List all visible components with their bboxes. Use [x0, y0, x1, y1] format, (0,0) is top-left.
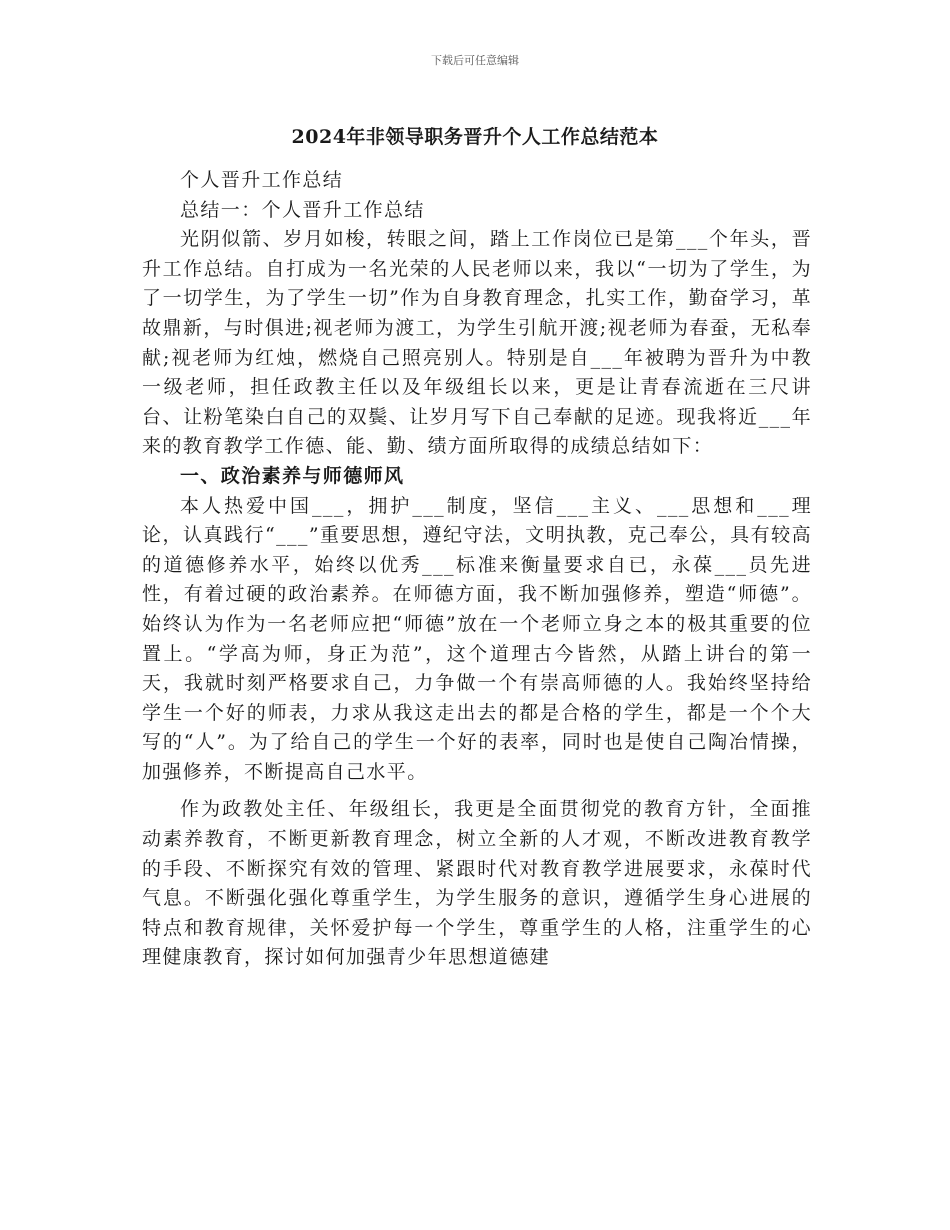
- section-label-paragraph: 总结一：个人晋升工作总结: [180, 198, 425, 221]
- intro-paragraph: 光阴似箭、岁月如梭，转眼之间，踏上工作岗位已是第___个年头，晋升工作总结。自打成为一名光荣的人民老师以来，我以“一切为了学生，为了一切学生，为了学生一切”作为自身教育理念，扎实工作，勤奋学习，革故鼎新，与时俱进;视老师为渡工，为学生引航开渡;视老师为春蚕，无私奉献;视老师为红烛，燃烧自己照亮别人。特别是自___年被聘为晋升为中教一级老师，担任政教主任以及年级组长以来，更是让青春流逝在三尺讲台、让粉笔染白自己的双鬓、让岁月写下自己奉献的足迹。现我将近___年来的教育教学工作德、能、勤、绩方面所取得的成绩总结如下：: [142, 228, 812, 458]
- politics-paragraph: 本人热爱中国___，拥护___制度，坚信___主义、___思想和___理论，认真践行“___”重要思想，遵纪守法，文明执教，克己奉公，具有较高的道德修养水平，始终以优秀___标准来衡量要求自已，永葆___员先进性，有着过硬的政治素养。在师德方面，我不断加强修养，塑造“师德”。始终认为作为一名老师应把“师德”放在一个老师立身之本的极其重要的位置上。“学高为师，身正为范”，这个道理古今皆然，从踏上讲台的第一天，我就时刻严格要求自己，力争做一个有崇高师德的人。我始终坚持给学生一个好的师表，力求从我这走出去的都是合格的学生，都是一个个大写的“人”。为了给自己的学生一个好的表率，同时也是使自己陶冶情操，加强修养，不断提高自己水平。: [142, 494, 812, 783]
- document-body: [142, 166, 812, 973]
- management-paragraph: 作为政教处主任、年级组长，我更是全面贯彻党的教育方针，全面推动素养教育，不断更新教育理念，树立全新的人才观，不断改进教育教学的手段、不断探究有效的管理、紧跟时代对教育教学进展要求，永葆时代气息。不断强化强化尊重学生，为学生服务的意识，遵循学生身心进展的特点和教育规律，关怀爱护每一个学生，尊重学生的人格，注重学生的心理健康教育，探讨如何加强青少年思想道德建: [142, 798, 812, 969]
- page-header: 下载后可任意编辑: [431, 54, 519, 67]
- document-title: 2024年非领导职务晋升个人工作总结范本: [291, 126, 659, 148]
- subtitle-paragraph: 个人晋升工作总结: [180, 169, 344, 191]
- section-heading: 一、政治素养与师德师风: [180, 464, 405, 487]
